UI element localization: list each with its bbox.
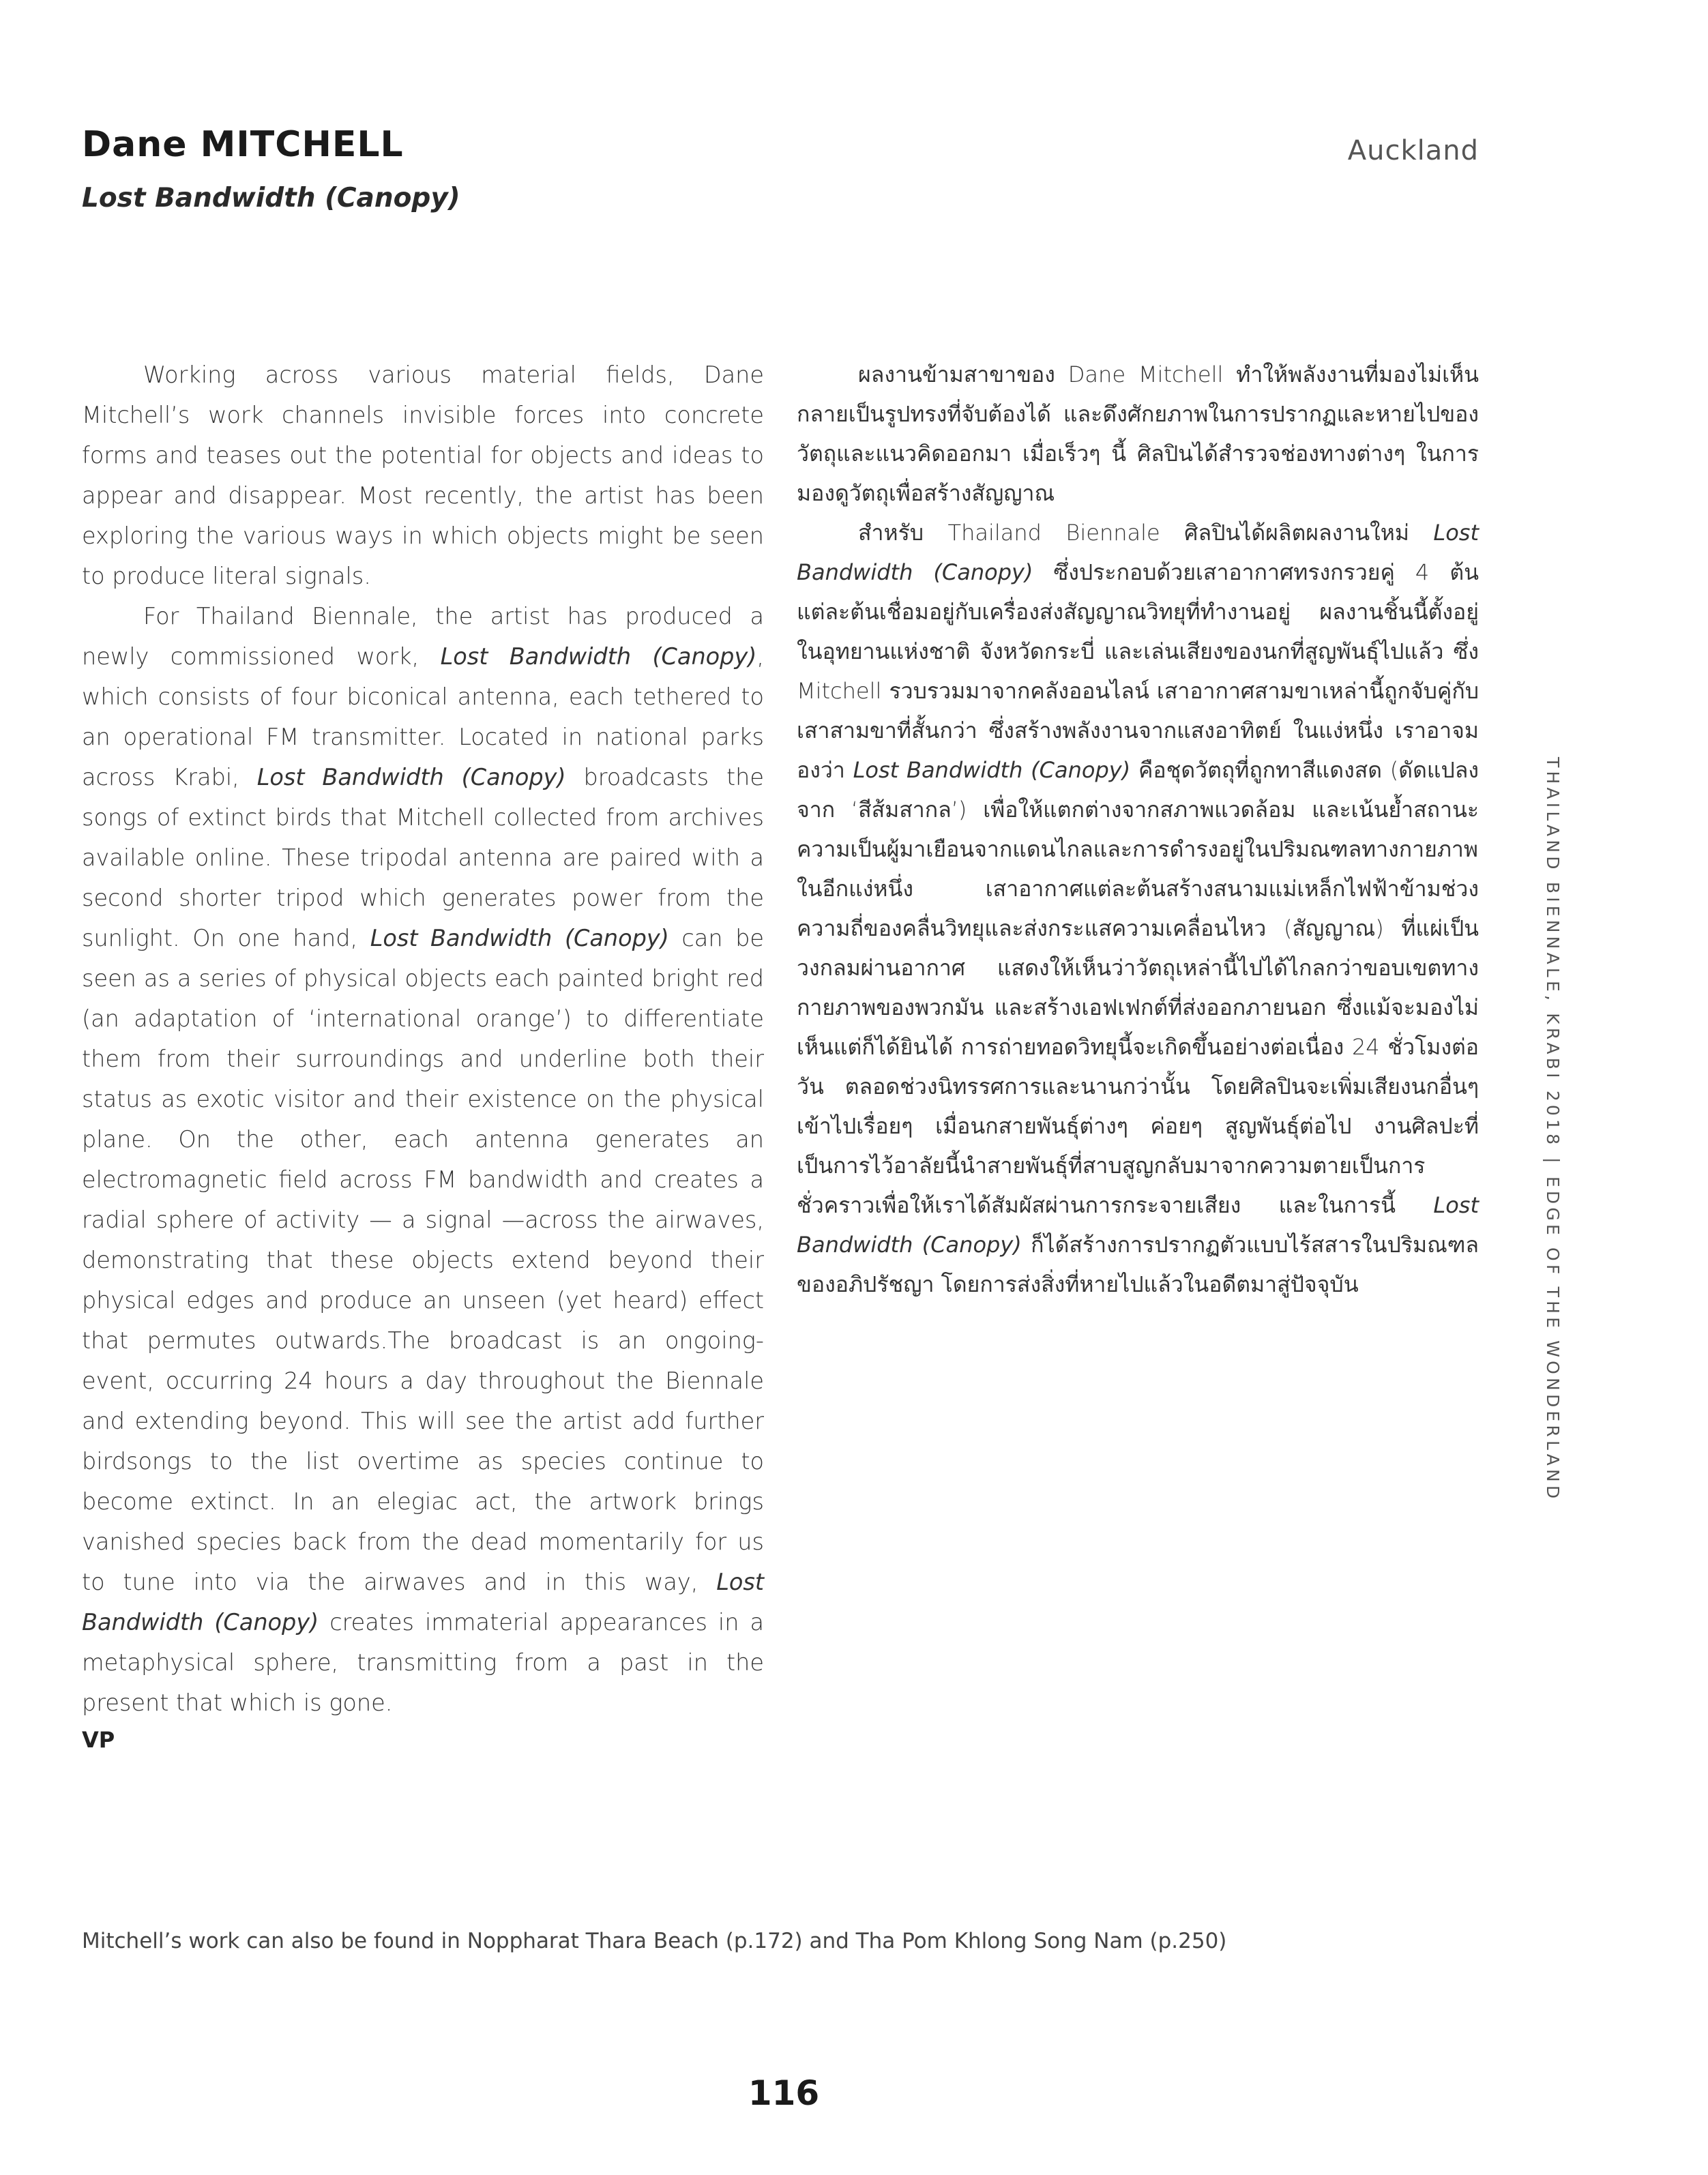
text-run: can be seen as a series of physical objects each painted bright red (an adaptation of ‘international orange’) to differentiate them from their surroundings and underline both their status as exotic visitor and their existence on the physical plane. On the other, each antenna generates an electromagnetic field across FM bandwidth and creates a radial sphere of activity — a signal —across the airwaves, demonstrating that these objects extend beyond their physical edges and produce an unseen (yet heard) effect that permutes outwards.The broadcast is an ongoing-event, occurring 24 hours a day throughout the Biennale and extending beyond. This will see the artist add further birdsongs to the list overtime as species continue to become extinct. In an elegiac act, the artwork brings vanished species back from the dead momentarily for us to tune into via the airwaves and in this way, xyxy=(82,925,764,1595)
english-paragraph-1: Working across various material fields, Dane Mitchell’s work channels invisible forces into concrete forms and teases out the potential for objects and ideas to appear and disappear. Most recently, the artist has been exploring the various ways in which objects might be seen to produce literal signals. xyxy=(82,361,764,589)
author-initials: VP xyxy=(82,1727,115,1753)
footnote: Mitchell’s work can also be found in Noppharat Thara Beach (p.172) and Tha Pom Khlong Song Nam (p.250) xyxy=(82,1929,1227,1953)
work-title-inline: Lost Bandwidth (Canopy) xyxy=(82,1569,764,1636)
work-title-inline: Lost Bandwidth (Canopy) xyxy=(853,757,1131,783)
thai-paragraph-2 xyxy=(797,513,1479,1304)
text-run: broadcasts the songs of extinct birds that Mitchell collected from archives available online. These tripodal antenna are paired with a second shorter tripod which generates power from the sunlight. On one hand, xyxy=(82,764,764,951)
work-title: Lost Bandwidth (Canopy) xyxy=(82,183,460,213)
work-title-inline: Lost Bandwidth (Canopy) xyxy=(256,764,566,790)
page-number: 116 xyxy=(748,2073,820,2113)
text-run: สำหรับ Thailand Biennale ศิลปินได้ผลิตผลงานใหม่ xyxy=(858,520,1434,546)
text-run: ก็ได้สร้างการปรากฏตัวแบบไร้สสารในปริมณฑลของอภิปรัชญา โดยการส่งสิ่งที่หายไปแล้วในอดีตมาสู่ปัจจุบัน xyxy=(797,1232,1479,1297)
sidebar-theme: EDGE OF THE WONDERLAND xyxy=(1543,1176,1563,1503)
english-text-column xyxy=(82,355,764,1757)
running-header-vertical xyxy=(1543,757,1563,1502)
text-run: ซึ่งประกอบด้วยเสาอากาศทรงกรวยคู่ 4 ต้น แต่ละต้นเชื่อมอยู่กับเครื่องส่งสัญญาณวิทยุที่ทำงานอยู่ ผลงานชิ้นนี้ตั้งอยู่ในอุทยานแห่งชาติ จังหวัดกระบี่ และเล่นเสียงของนกที่สูญพันธุ์ไปแล้ว ซึ่ง Mitchell รวบรวมมาจากคลังออนไลน์ เสาอากาศสามขาเหล่านี้ถูกจับคู่กับเสาสามขาที่สั้นกว่า ซึ่งสร้างพลังงานจากแสงอาทิตย์ ในแง่หนึ่ง เราอาจมองว่า xyxy=(797,559,1479,783)
sidebar-separator: | xyxy=(1543,1157,1563,1167)
artist-name: Dane MITCHELL xyxy=(82,124,404,165)
english-paragraph-2 xyxy=(82,596,764,1723)
text-run: creates immaterial appearances in a metaphysical sphere, transmitting from a past in the present that which is gone. xyxy=(82,1609,764,1716)
location: Auckland xyxy=(1347,135,1479,166)
work-title-inline: Lost Bandwidth (Canopy) xyxy=(440,643,757,670)
work-title-inline: Lost Bandwidth (Canopy) xyxy=(797,1192,1479,1258)
text-run: คือชุดวัตถุที่ถูกทาสีแดงสด (ดัดแปลงจาก ‘สีส้มสากล’) เพื่อให้แตกต่างจากสภาพแวดล้อม และเน้นย้ำสถานะความเป็นผู้มาเยือนจากแดนไกลและการดำรงอยู่ในปริมณฑลทางกายภาพ ในอีกแง่หนึ่ง เสาอากาศแต่ละต้นสร้างสนามแม่เหล็กไฟฟ้าข้ามช่วงความถี่ของคลื่นวิทยุและส่งกระแสความเคลื่อนไหว (สัญญาณ) ที่แผ่เป็นวงกลมผ่านอากาศ แสดงให้เห็นว่าวัตถุเหล่านี้ไปได้ไกลกว่าขอบเขตทางกายภาพของพวกมัน และสร้างเอฟเฟกต์ที่ส่งออกภายนอก ซึ่งแม้จะมองไม่เห็นแต่ก็ได้ยินได้ การถ่ายทอดวิทยุนี้จะเกิดขึ้นอย่างต่อเนื่อง 24 ชั่วโมงต่อวัน ตลอดช่วงนิทรรศการและนานกว่านั้น โดยศิลปินจะเพิ่มเสียงนกอื่นๆ เข้าไปเรื่อยๆ เมื่อนกสายพันธุ์ต่างๆ ค่อยๆ สูญพันธุ์ต่อไป งานศิลปะที่เป็นการไว้อาลัยนี้นำสายพันธุ์ที่สาบสูญกลับมาจากความตายเป็นการชั่วคราวเพื่อให้เราได้สัมผัสผ่านการกระจายเสียง และในการนี้ xyxy=(797,757,1479,1218)
sidebar-publication: THAILAND BIENNALE, KRABI 2018 xyxy=(1543,757,1563,1149)
text-run: For Thailand Biennale, the artist has produced a newly commissioned work, xyxy=(82,603,764,670)
text-run: , which consists of four biconical antenna, each tethered to an operational FM transmitter. Located in national parks across Krabi, xyxy=(82,643,764,790)
work-title-inline: Lost Bandwidth (Canopy) xyxy=(797,520,1479,585)
thai-text-column xyxy=(797,355,1479,1304)
work-title-inline: Lost Bandwidth (Canopy) xyxy=(370,925,669,951)
thai-paragraph-1: ผลงานข้ามสาขาของ Dane Mitchell ทำให้พลังงานที่มองไม่เห็นกลายเป็นรูปทรงที่จับต้องได้ และดึงศักยภาพในการปรากฏและหายไปของวัตถุและแนวคิดออกมา เมื่อเร็วๆ นี้ ศิลปินได้สำรวจช่องทางต่างๆ ในการมองดูวัตถุเพื่อสร้างสัญญาณ xyxy=(797,361,1479,506)
